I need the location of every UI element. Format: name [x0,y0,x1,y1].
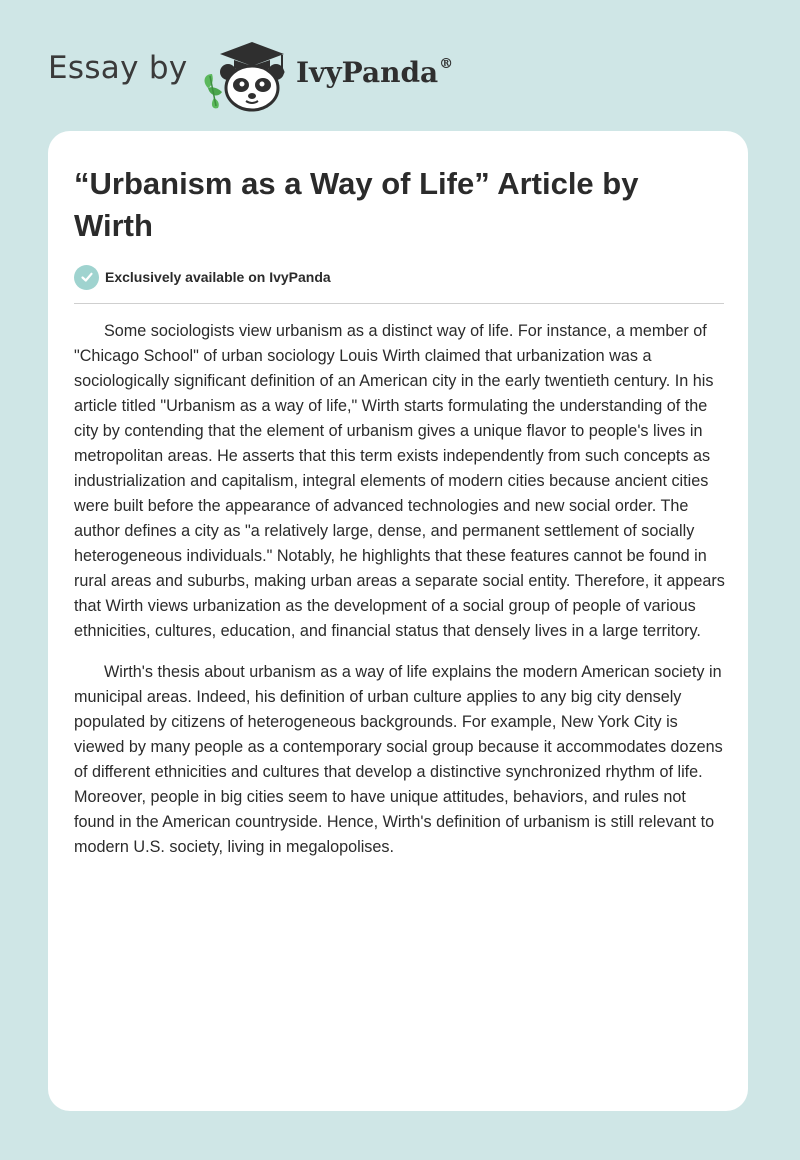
leaf-icon [205,74,222,108]
brand-text: IvyPanda [296,56,439,89]
brand-name[interactable] [296,56,453,89]
panda-logo-icon[interactable] [200,36,292,112]
essay-by-label: Essay by [48,50,188,86]
divider [74,303,724,304]
trademark-symbol: ® [439,56,454,72]
paragraph: Wirth's thesis about urbanism as a way of life explains the modern American society in municipal areas. Indeed, his definition of urban culture applies to any big city densely populated by citizens of heterogeneous backgrounds. For example, New York City is viewed by many people as a contemporary social group because it accommodates dozens of different ethnicities and cultures that develop a distinctive synchronized rhythm of life. Moreover, people in big cities seem to have unique attitudes, behaviors, and rules not found in the American countryside. Hence, Wirth's definition of urbanism is still relevant to modern U.S. society, living in megalopolises. [74,663,723,856]
badge-label: Exclusively available on IvyPanda [105,269,331,285]
essay-body [74,319,726,876]
essay-card [48,131,748,1111]
paragraph: Some sociologists view urbanism as a distinct way of life. For instance, a member of "Chicago School" of urban sociology Louis Wirth claimed that urbanization was a sociologically significant definition of an American city in the early twentieth century. In his article titled "Urbanism as a way of life," Wirth starts formulating the understanding of the city by contending that the element of urbanism gives a unique flavor to people's lives in metropolitan areas. He asserts that this term exists independently from such concepts as industrialization and capitalism, integral elements of modern cities because ancient cities were built before the appearance of advanced technologies and new social order. The author defines a city as "a relatively large, dense, and permanent settlement of socially heterogeneous individuals." Notably, he highlights that these features cannot be found in rural areas and suburbs, making urban areas a separate social entity. Therefore, it appears that Wirth views urbanization as the development of a social group of people of various ethnicities, cultures, education, and financial status that densely lives in a large territory. [74,322,725,640]
check-circle-icon [74,265,99,290]
site-header [48,32,548,112]
exclusive-badge [74,264,331,290]
essay-title: “Urbanism as a Way of Life” Article by Wirth [74,166,639,243]
